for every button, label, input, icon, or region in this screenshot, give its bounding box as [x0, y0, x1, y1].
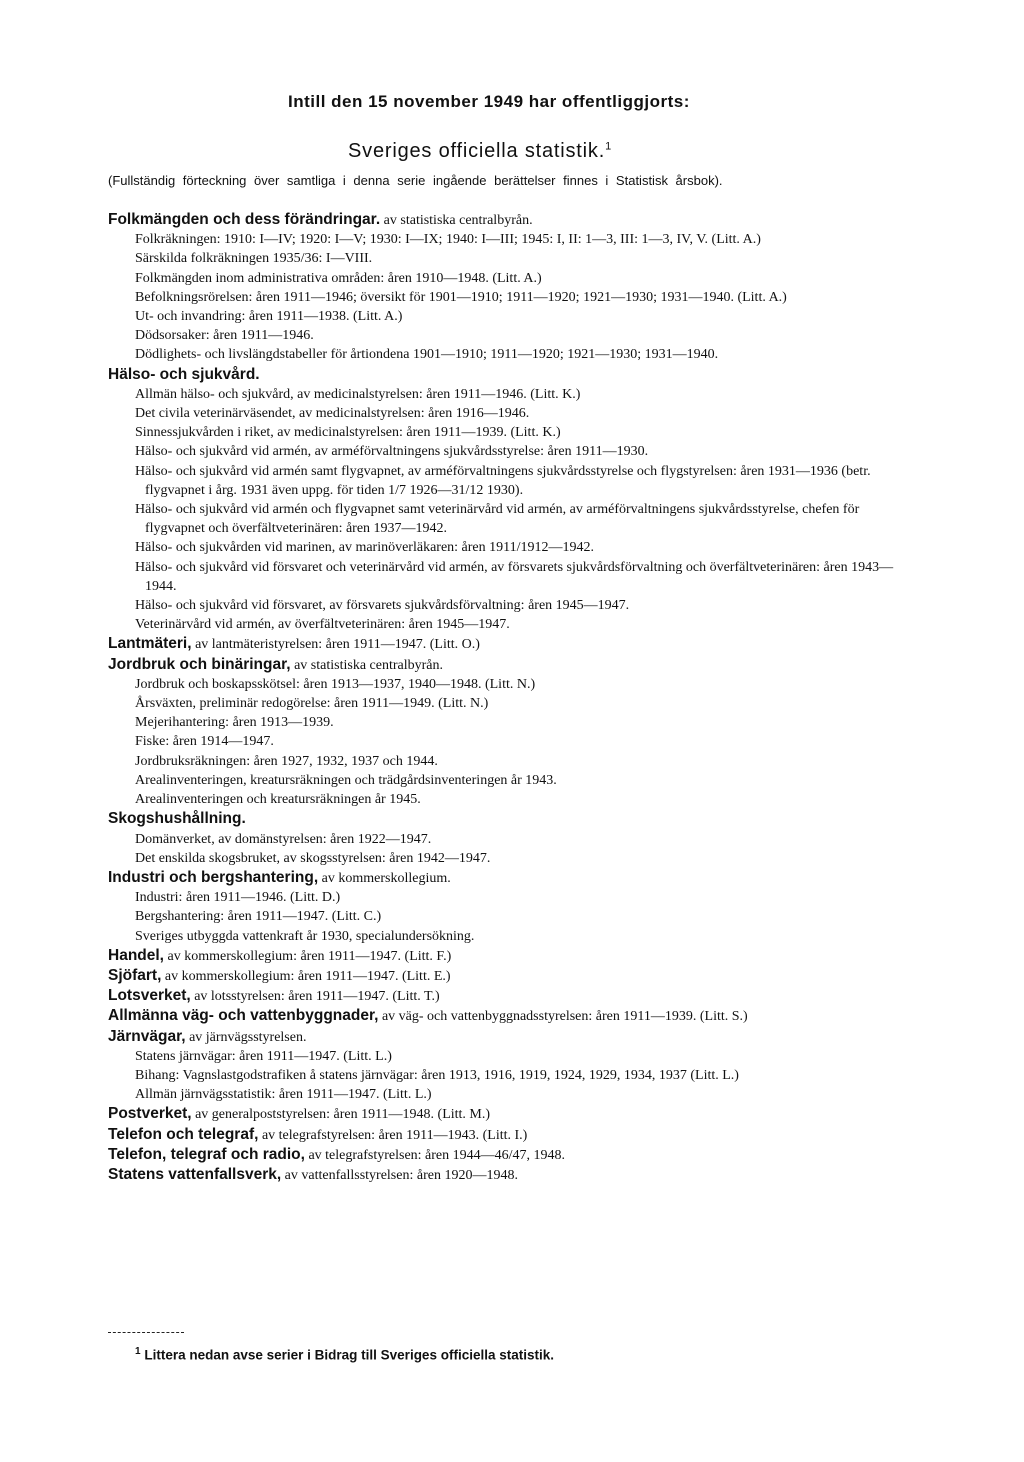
- series-item: Dödlighets- och livslängdstabeller för årtiondena 1901—1910; 1911—1920; 1921—1930; 1931—1940.: [135, 347, 719, 363]
- series-item: Fiske: åren 1914—1947.: [135, 734, 274, 750]
- section-heading: Folkmängden och dess förändringar.: [108, 211, 381, 228]
- intro-text: (Fullständig förteckning över samtliga i denna serie ingående berättelser finnes i Statistisk årsbok).: [108, 173, 723, 188]
- section-heading-detail: av lotsstyrelsen: åren 1911—1947. (Litt. T.): [190, 989, 440, 1005]
- section-heading-line: [108, 365, 908, 385]
- series-item: Ut- och invandring: åren 1911—1938. (Litt. A.): [135, 309, 403, 325]
- series-item: Jordbruk och boskapsskötsel: åren 1913—1937, 1940—1948. (Litt. N.): [135, 676, 536, 692]
- series-item: Befolkningsrörelsen: åren 1911—1946; översikt för 1901—1910; 1911—1920; 1921—1930; 1931—1940. (Litt. A.): [135, 289, 787, 305]
- series-section: [108, 1104, 908, 1124]
- series-section: [108, 210, 908, 365]
- series-item: Allmän järnvägsstatistik: åren 1911—1947. (Litt. L.): [135, 1087, 432, 1103]
- series-item: Särskilda folkräkningen 1935/36: I—VIII.: [135, 251, 373, 267]
- series-section: [108, 634, 908, 654]
- series-item: Det enskilda skogsbruket, av skogsstyrelsen: åren 1942—1947.: [135, 850, 491, 866]
- section-heading-detail: av vattenfallsstyrelsen: åren 1920—1948.: [281, 1167, 518, 1183]
- footnote-text: Littera nedan avse serier i Bidrag till Sveriges officiella statistik.: [144, 1347, 554, 1363]
- series-item: Folkmängden inom administrativa områden: åren 1910—1948. (Litt. A.): [135, 270, 542, 286]
- section-heading-line: [108, 809, 908, 829]
- series-item: Sveriges utbyggda vattenkraft år 1930, specialundersökning.: [135, 928, 475, 944]
- footnote: [135, 1346, 905, 1363]
- section-heading-line: [108, 1006, 908, 1026]
- series-item: Hälso- och sjukvård vid försvaret och veterinärvård vid armén, av försvarets sjukvårdsförvaltning och överfältveterinären: åren 1943—1944.: [135, 559, 894, 594]
- section-heading-detail: av statistiska centralbyrån.: [380, 213, 533, 228]
- section-heading: Telefon och telegraf,: [108, 1125, 259, 1143]
- series-section: [108, 655, 908, 810]
- series-item: Hälso- och sjukvård vid armén, av arméförvaltningens sjukvårdsstyrelse: åren 1911—1930.: [135, 444, 649, 460]
- section-heading: Jordbruk och binäringar,: [108, 655, 291, 673]
- section-heading-detail: av kommerskollegium: åren 1911—1947. (Litt. F.): [163, 948, 452, 964]
- series-section: [108, 1145, 908, 1165]
- section-heading-line: [108, 1165, 908, 1185]
- section-heading-detail: av telegrafstyrelsen: åren 1911—1943. (Litt. I.): [258, 1127, 528, 1143]
- series-item: Bihang: Vagnslastgodstrafiken å statens järnvägar: åren 1913, 1916, 1919, 1924, 1929, 1934, 1937 (Litt. L.): [135, 1067, 739, 1083]
- series-section: [108, 1165, 908, 1185]
- section-heading: Järnvägar,: [108, 1027, 186, 1045]
- series-section: [108, 868, 908, 946]
- section-heading-line: [108, 946, 908, 966]
- section-heading-line: [108, 210, 908, 230]
- section-heading-line: [108, 868, 908, 888]
- section-heading-detail: av kommerskollegium.: [318, 870, 451, 886]
- section-heading: Telefon, telegraf och radio,: [108, 1145, 305, 1163]
- series-item: Det civila veterinärväsendet, av medicinalstyrelsen: åren 1916—1946.: [135, 406, 530, 422]
- section-heading-detail: av telegrafstyrelsen: åren 1944—46/47, 1948.: [304, 1147, 566, 1163]
- section-heading-detail: av statistiska centralbyrån.: [290, 657, 443, 673]
- series-item: Hälso- och sjukvård vid armén samt flygvapnet, av arméförvaltningens sjukvårdsstyrelse och flygstyrelsen: åren 1931—1936 (betr. flygvapnet i årg. 1931 även uppg. för tiden 1/7 1926—31/12 1930).: [135, 463, 871, 498]
- series-item: Arealinventeringen, kreatursräkningen och trädgårdsinventeringen år 1943.: [135, 772, 557, 788]
- section-heading-detail: av lantmäteristyrelsen: åren 1911—1947. (Litt. O.): [191, 637, 480, 653]
- section-heading: Postverket,: [108, 1105, 192, 1123]
- series-item: Dödsorsaker: åren 1911—1946.: [135, 328, 314, 344]
- series-item: Mejerihantering: åren 1913—1939.: [135, 715, 334, 731]
- section-heading: Hälso- och sjukvård.: [108, 365, 260, 383]
- section-heading-detail: av kommerskollegium: åren 1911—1947. (Litt. E.): [161, 968, 451, 984]
- section-heading-line: [108, 1027, 908, 1047]
- series-section: [108, 946, 908, 966]
- section-heading-detail: av generalpoststyrelsen: åren 1911—1948. (Litt. M.): [191, 1107, 491, 1123]
- section-heading-line: [108, 634, 908, 654]
- section-heading-line: [108, 1104, 908, 1124]
- section-heading: Sjöfart,: [108, 966, 162, 984]
- series-section: [108, 365, 908, 635]
- series-item: Hälso- och sjukvård vid armén och flygvapnet samt veterinärvård vid armén, av arméförvaltningens sjukvårdsstyrelse, chefen för flygvapnet och överfältveterinären: åren 1937—1942.: [135, 502, 860, 537]
- series-item: Hälso- och sjukvården vid marinen, av marinöverläkaren: åren 1911/1912—1942.: [135, 540, 595, 556]
- series-item: Bergshantering: åren 1911—1947. (Litt. C.): [135, 909, 382, 925]
- series-section: [108, 1125, 908, 1145]
- section-heading: Statens vattenfallsverk,: [108, 1165, 282, 1183]
- series-item: Sinnessjukvården i riket, av medicinalstyrelsen: åren 1911—1939. (Litt. K.): [135, 425, 561, 441]
- series-item: Industri: åren 1911—1946. (Litt. D.): [135, 890, 341, 906]
- series-item: Folkräkningen: 1910: I—IV; 1920: I—V; 1930: I—IX; 1940: I—III; 1945: I, II: 1—3, III: 1—3, IV, V. (Litt. A.): [135, 232, 761, 248]
- series-item: Jordbruksräkningen: åren 1927, 1932, 1937 och 1944.: [135, 753, 438, 769]
- footnote-divider: [108, 1332, 184, 1333]
- page-title: [348, 140, 768, 163]
- section-heading-line: [108, 655, 908, 675]
- title-text: Sveriges officiella statistik.: [348, 140, 606, 162]
- footnote-mark: 1: [135, 1346, 141, 1357]
- series-section: [108, 986, 908, 1006]
- series-section: [108, 1027, 908, 1105]
- section-heading-line: [108, 986, 908, 1006]
- section-heading-line: [108, 1125, 908, 1145]
- series-item: Årsväxten, preliminär redogörelse: åren 1911—1949. (Litt. N.): [135, 696, 489, 712]
- series-item: Arealinventeringen och kreatursräkningen år 1945.: [135, 792, 421, 808]
- series-item: Veterinärvård vid armén, av överfältveterinären: åren 1945—1947.: [135, 617, 510, 633]
- section-heading: Handel,: [108, 946, 164, 964]
- section-heading: Lantmäteri,: [108, 635, 192, 653]
- section-heading: Allmänna väg- och vattenbyggnader,: [108, 1007, 379, 1025]
- section-heading: Industri och bergshantering,: [108, 868, 319, 886]
- section-heading-detail: av järnvägsstyrelsen.: [185, 1029, 307, 1045]
- series-item: Hälso- och sjukvård vid försvaret, av försvarets sjukvårdsförvaltning: åren 1945—1947.: [135, 598, 630, 614]
- series-section: [108, 966, 908, 986]
- title-footnote-mark: 1: [605, 140, 612, 153]
- section-heading: Skogshushållning.: [108, 810, 246, 828]
- series-item: Domänverket, av domänstyrelsen: åren 1922—1947.: [135, 831, 432, 847]
- series-item: Statens järnvägar: åren 1911—1947. (Litt. L.): [135, 1048, 392, 1064]
- series-section: [108, 809, 908, 868]
- page-header: Intill den 15 november 1949 har offentliggjorts:: [288, 92, 690, 111]
- section-heading-line: [108, 1145, 908, 1165]
- series-section: [108, 1006, 908, 1026]
- section-heading-line: [108, 966, 908, 986]
- series-list: [108, 210, 908, 1185]
- section-heading-detail: av väg- och vattenbyggnadsstyrelsen: åren 1911—1939. (Litt. S.): [378, 1009, 748, 1025]
- series-item: Allmän hälso- och sjukvård, av medicinalstyrelsen: åren 1911—1946. (Litt. K.): [135, 386, 581, 402]
- section-heading: Lotsverket,: [108, 987, 191, 1005]
